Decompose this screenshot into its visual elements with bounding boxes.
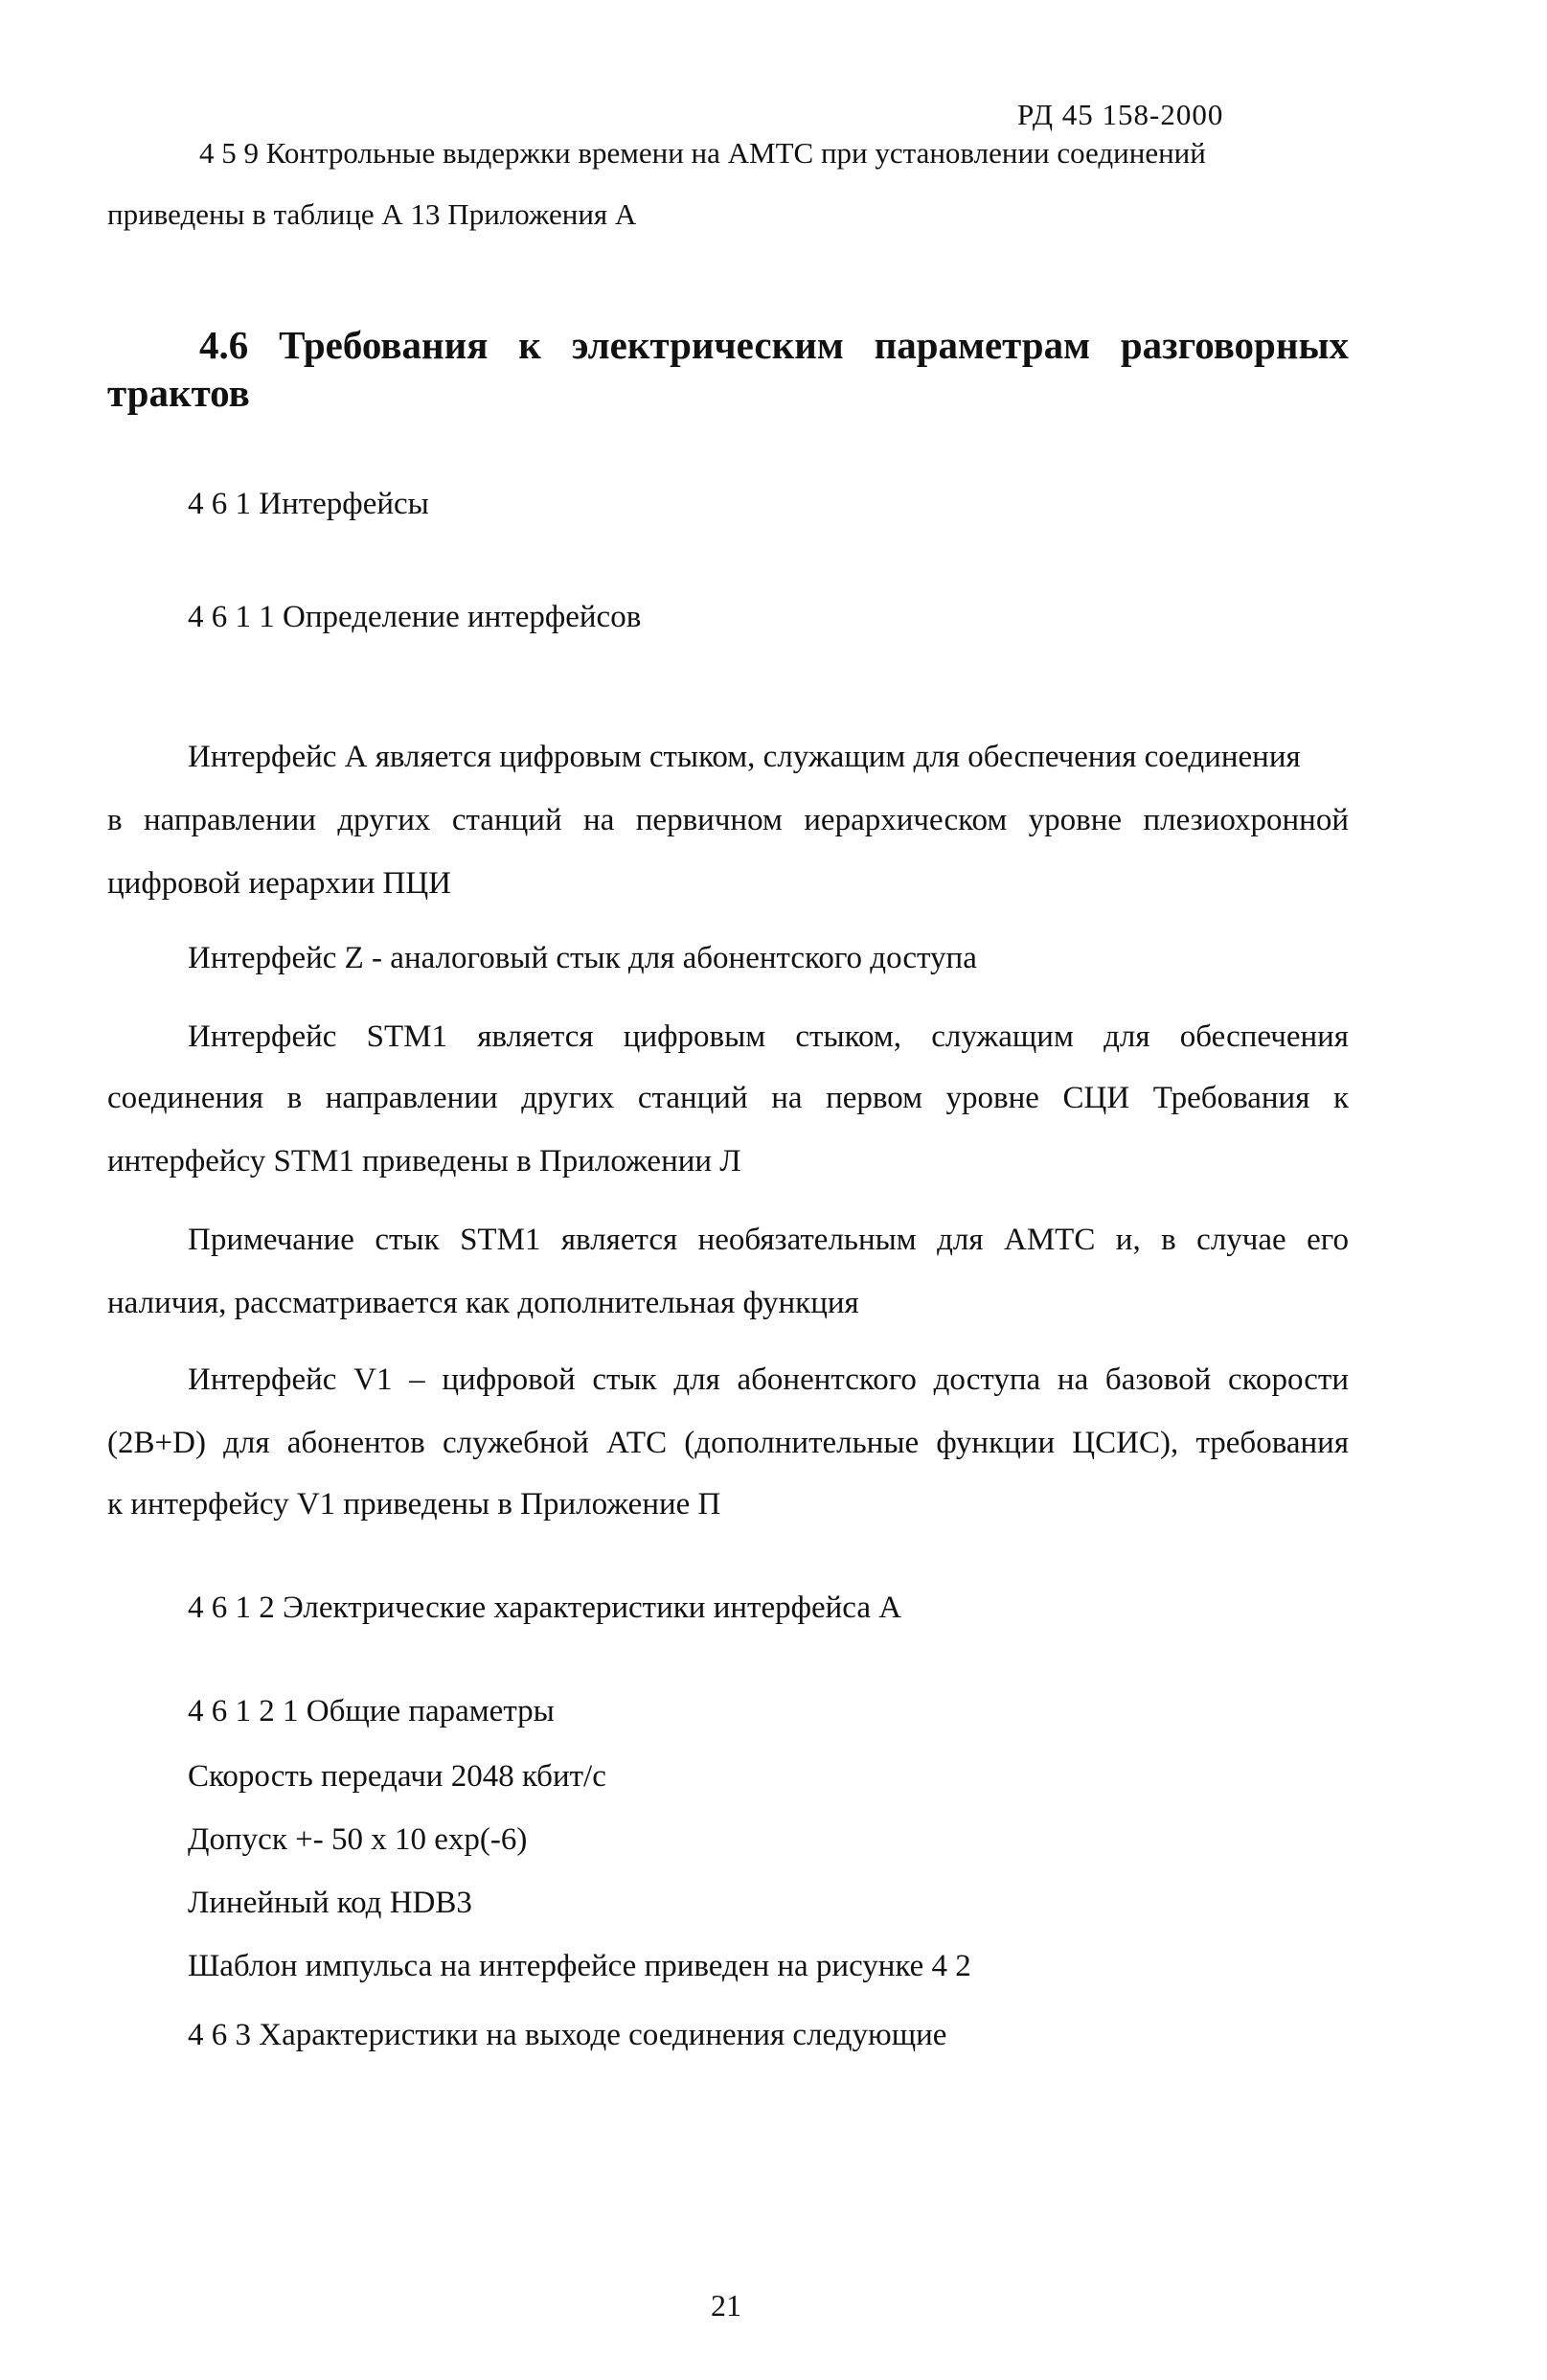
paragraph-interface-a-line-1: Интерфейс А является цифровым стыком, служащим для обеспечения соединения: [188, 740, 1301, 774]
paragraph-4-5-9-line-2: приведены в таблице А 13 Приложения А: [107, 197, 637, 231]
subheading-4-6-1-2: 4 6 1 2 Электрические характеристики интерфейса А: [188, 1590, 902, 1625]
document-code: РД 45 158-2000: [1017, 98, 1224, 131]
page-number: 21: [711, 2288, 741, 2323]
paragraph-interface-stm1-line-1: Интерфейс STM1 является цифровым стыком, служащим для обеспечения: [188, 1019, 1349, 1054]
subheading-4-6-3: 4 6 3 Характеристики на выходе соединения следующие: [188, 2018, 947, 2052]
paragraph-interface-a-line-2: в направлении других станций на первичном иерархическом уровне плезиохронной: [107, 803, 1349, 837]
paragraph-note-line-1: Примечание стык STM1 является необязательным для АМТС и, в случае его: [188, 1223, 1349, 1257]
paragraph-interface-v1-line-3: к интерфейсу V1 приведены в Приложение П: [107, 1487, 721, 1522]
param-pulse-template: Шаблон импульса на интерфейсе приведен на рисунке 4 2: [188, 1949, 971, 1983]
subheading-4-6-1-1: 4 6 1 1 Определение интерфейсов: [188, 600, 642, 634]
subheading-4-6-1-2-1: 4 6 1 2 1 Общие параметры: [188, 1694, 555, 1728]
paragraph-note-line-2: наличия, рассматривается как дополнительная функция: [107, 1286, 859, 1320]
subheading-4-6-1: 4 6 1 Интерфейсы: [188, 487, 429, 521]
section-heading-4-6-line-2: трактов: [107, 371, 250, 415]
paragraph-interface-stm1-line-3: интерфейсу STM1 приведены в Приложении Л: [107, 1144, 741, 1179]
paragraph-interface-z: Интерфейс Z - аналоговый стык для абонентского доступа: [188, 941, 977, 975]
param-line-code: Линейный код HDB3: [188, 1886, 472, 1920]
paragraph-interface-stm1-line-2: соединения в направлении других станций на первом уровне СЦИ Требования к: [107, 1081, 1349, 1115]
paragraph-interface-v1-line-2: (2B+D) для абонентов служебной АТС (дополнительные функции ЦСИС), требования: [107, 1426, 1349, 1460]
param-tolerance: Допуск +- 50 х 10 exp(-6): [188, 1822, 528, 1857]
paragraph-interface-v1-line-1: Интерфейс V1 – цифровой стык для абонентского доступа на базовой скорости: [188, 1362, 1349, 1397]
paragraph-interface-a-line-3: цифровой иерархии ПЦИ: [107, 866, 451, 901]
paragraph-4-5-9-line-1: 4 5 9 Контрольные выдержки времени на АМТС при установлении соединений: [199, 136, 1206, 170]
param-transfer-rate: Скорость передачи 2048 кбит/с: [188, 1759, 606, 1794]
section-heading-4-6-line-1: 4.6 Требования к электрическим параметрам разговорных: [199, 323, 1349, 367]
